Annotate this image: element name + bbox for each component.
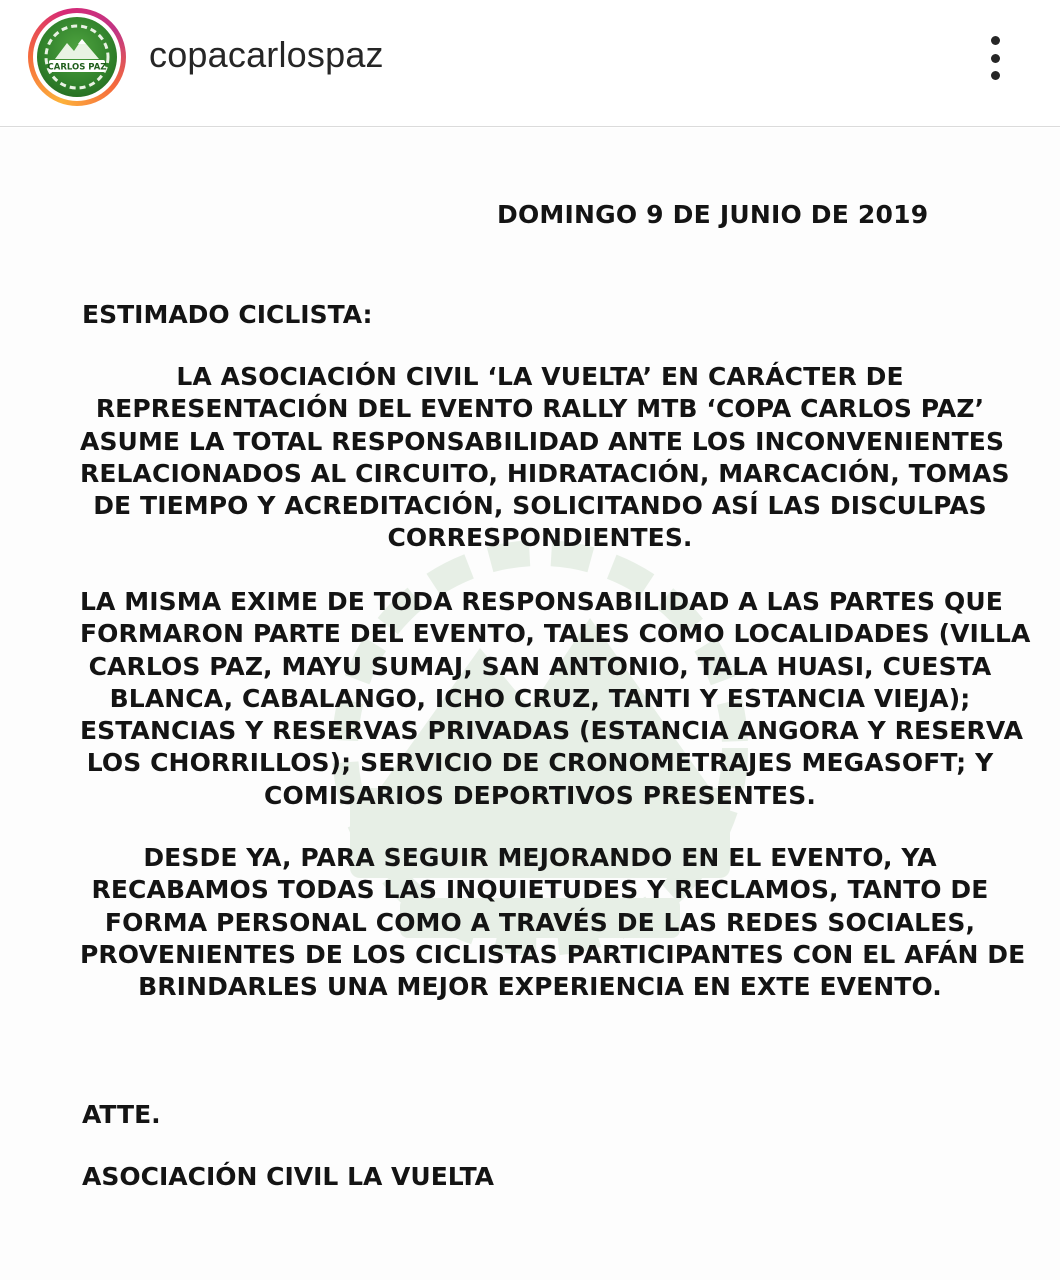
paragraph-line: CARLOS PAZ, MAYU SUMAJ, SAN ANTONIO, TALA HUASI, CUESTA bbox=[88, 651, 992, 681]
paragraph-line: RELACIONADOS AL CIRCUITO, HIDRATACIÓN, MARCACIÓN, TOMAS bbox=[80, 458, 1010, 488]
paragraph-line: PROVENIENTES DE LOS CICLISTAS PARTICIPANTES CON EL AFÁN DE bbox=[80, 939, 1026, 969]
paragraph-line: LOS CHORRILLOS); SERVICIO DE CRONOMETRAJES MEGASOFT; Y bbox=[86, 748, 994, 778]
letter-date: DOMINGO 9 DE JUNIO DE 2019 bbox=[497, 200, 929, 229]
letter-paragraph-3 bbox=[80, 842, 1026, 1003]
letter-paragraph-2 bbox=[80, 586, 1031, 812]
paragraph-line: ESTANCIAS Y RESERVAS PRIVADAS (ESTANCIA ANGORA Y RESERVA bbox=[80, 716, 1024, 746]
paragraph-line: RECABAMOS TODAS LAS INQUIETUDES Y RECLAMOS, TANTO DE bbox=[91, 875, 989, 905]
paragraph-line: DESDE YA, PARA SEGUIR MEJORANDO EN EL EVENTO, YA bbox=[143, 843, 937, 872]
paragraph-line: LA ASOCIACIÓN CIVIL ‘LA VUELTA’ EN CARÁCTER DE bbox=[176, 362, 904, 391]
letter-closing: ATTE. bbox=[82, 1100, 161, 1129]
paragraph-line: REPRESENTACIÓN DEL EVENTO RALLY MTB ‘COPA CARLOS PAZ’ bbox=[95, 394, 985, 424]
paragraph-line: DE TIEMPO Y ACREDITACIÓN, SOLICITANDO ASÍ LAS DISCULPAS bbox=[93, 491, 987, 521]
post-image[interactable] bbox=[0, 128, 1060, 1280]
paragraph-line: FORMARON PARTE DEL EVENTO, TALES COMO LOCALIDADES (VILLA bbox=[80, 619, 1031, 649]
paragraph-line: FORMA PERSONAL COMO A TRAVÉS DE LAS REDES SOCIALES, bbox=[104, 907, 976, 937]
letter bbox=[0, 128, 1060, 1280]
profile-avatar[interactable] bbox=[28, 8, 126, 106]
letter-greeting: ESTIMADO CICLISTA: bbox=[82, 300, 373, 329]
more-options-icon-dot bbox=[991, 54, 1000, 63]
paragraph-line: BLANCA, CABALANGO, ICHO CRUZ, TANTI Y ESTANCIA VIEJA); bbox=[109, 683, 971, 713]
post-header bbox=[0, 0, 1060, 127]
avatar-text: CARLOS PAZ bbox=[47, 62, 107, 73]
copa-carlos-paz-logo-icon bbox=[37, 17, 117, 97]
letter-paragraph-1 bbox=[80, 361, 1010, 555]
paragraph-line: LA MISMA EXIME DE TODA RESPONSABILIDAD A LAS PARTES QUE bbox=[80, 587, 1003, 616]
paragraph-line: COMISARIOS DEPORTIVOS PRESENTES. bbox=[264, 780, 816, 810]
letter-signature: ASOCIACIÓN CIVIL LA VUELTA bbox=[82, 1162, 495, 1191]
paragraph-line: CORRESPONDIENTES. bbox=[387, 523, 693, 553]
more-options-icon-dot bbox=[991, 71, 1000, 80]
username[interactable]: copacarlospaz bbox=[149, 34, 384, 75]
more-options-icon bbox=[991, 36, 1000, 45]
more-options-button[interactable] bbox=[975, 30, 1015, 86]
paragraph-line: BRINDARLES UNA MEJOR EXPERIENCIA EN EXTE EVENTO. bbox=[138, 972, 942, 1002]
paragraph-line: ASUME LA TOTAL RESPONSABILIDAD ANTE LOS INCONVENIENTES bbox=[80, 426, 1005, 456]
